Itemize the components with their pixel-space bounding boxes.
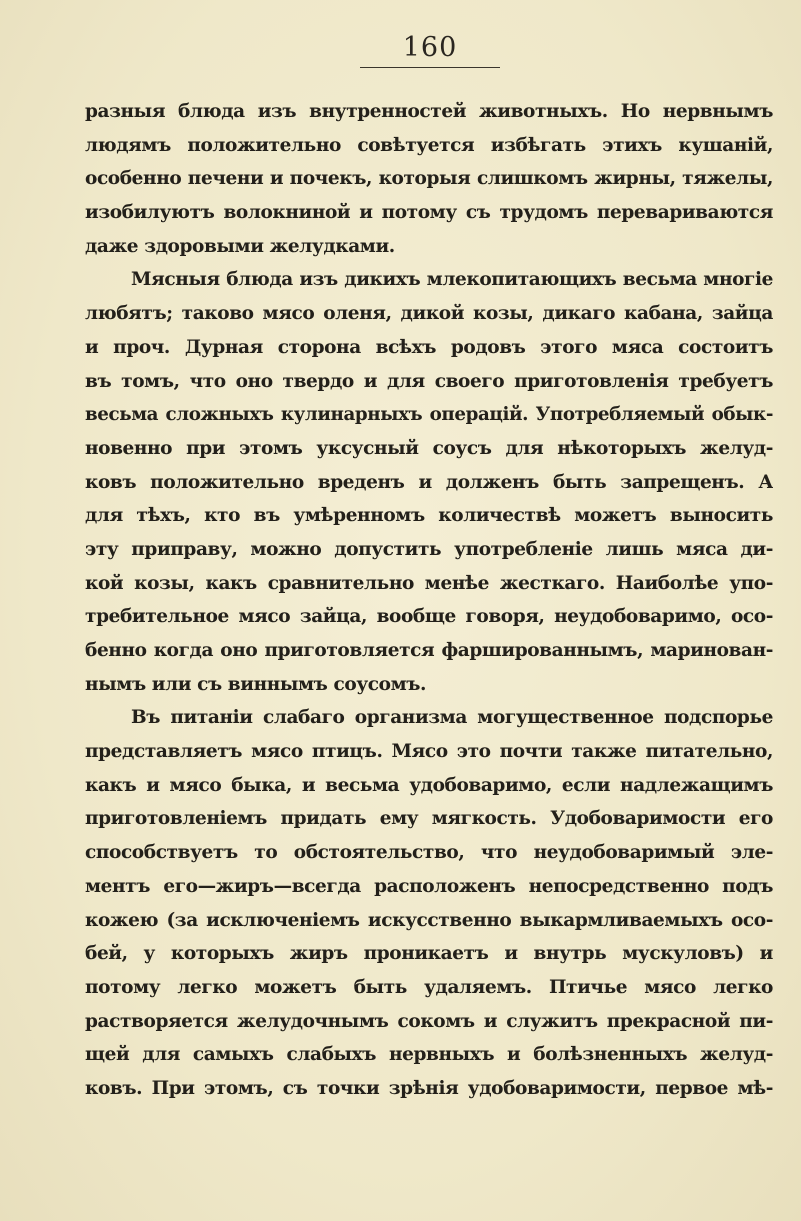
- header-rule: [360, 67, 500, 68]
- text-line: ментъ его—жиръ—всегда расположенъ непосредственно подъ: [85, 875, 773, 897]
- text-line: потому легко можетъ быть удаляемъ. Птичье мясо легко: [85, 976, 773, 998]
- text-line: бенно когда оно приготовляется фаршированнымъ, маринован-: [85, 640, 773, 661]
- text-line: ковъ. При этомъ, съ точки зрѣнія удобоваримости, первое мѣ-: [85, 1077, 773, 1099]
- text-line: людямъ положительно совѣтуется избѣгать этихъ кушаній,: [85, 134, 773, 156]
- text-line: новенно при этомъ уксусный соусъ для нѣкоторыхъ желуд-: [85, 437, 773, 459]
- text-line: любятъ; таково мясо оленя, дикой козы, дикаго кабана, зайца: [85, 303, 773, 325]
- text-line: способствуетъ то обстоятельство, что неудобоваримый эле-: [85, 842, 773, 864]
- text-line: ковъ положительно вреденъ и долженъ быть запрещенъ. А: [85, 471, 773, 493]
- text-line: эту приправу, можно допустить употребленіе лишь мяса ди-: [85, 538, 773, 560]
- text-line: весьма сложныхъ кулинарныхъ операцій. Употребляемый обык-: [85, 404, 773, 426]
- text-line: въ томъ, что оно твердо и для своего приготовленія требуетъ: [85, 370, 773, 392]
- paragraph-start-line: Въ питаніи слабаго организма могущественное подспорье: [131, 707, 773, 729]
- text-line: кой козы, какъ сравнительно менѣе жесткаго. Наиболѣе упо-: [85, 572, 773, 594]
- page-header: [360, 32, 500, 64]
- paragraph-end-line: нымъ или съ виннымъ соусомъ.: [85, 673, 427, 695]
- text-line: кожею (за исключеніемъ искусственно выкармливаемыхъ осо-: [85, 909, 773, 931]
- text-line: изобилуютъ волокниной и потому съ трудомъ перевариваются: [85, 202, 773, 224]
- paragraph-start-line: Мясныя блюда изъ дикихъ млекопитающихъ весьма многіе: [131, 269, 773, 291]
- text-line: особенно печени и почекъ, которыя слишкомъ жирны, тяжелы,: [85, 168, 773, 190]
- text-line: разныя блюда изъ внутренностей животныхъ. Но нервнымъ: [85, 101, 773, 122]
- paragraph-end-line: даже здоровыми желудками.: [85, 235, 395, 257]
- text-line: для тѣхъ, кто въ умѣренномъ количествѣ можетъ выносить: [85, 505, 773, 527]
- page-number: 160: [402, 32, 458, 63]
- text-line: растворяется желудочнымъ сокомъ и служитъ прекрасной пи-: [85, 1010, 773, 1032]
- text-line: приготовленіемъ придать ему мягкость. Удобоваримости его: [85, 808, 773, 830]
- text-line: щей для самыхъ слабыхъ нервныхъ и болѣзненныхъ желуд-: [85, 1044, 773, 1066]
- text-line: требительное мясо зайца, вообще говоря, неудобоваримо, осо-: [85, 606, 773, 628]
- body-text: [85, 95, 773, 1106]
- text-line: представляетъ мясо птицъ. Мясо это почти также питательно,: [85, 741, 773, 763]
- text-line: бей, у которыхъ жиръ проникаетъ и внутрь мускуловъ) и: [85, 943, 773, 965]
- text-line: и проч. Дурная сторона всѣхъ родовъ этого мяса состоитъ: [85, 336, 773, 358]
- text-line: какъ и мясо быка, и весьма удобоваримо, если надлежащимъ: [85, 774, 773, 796]
